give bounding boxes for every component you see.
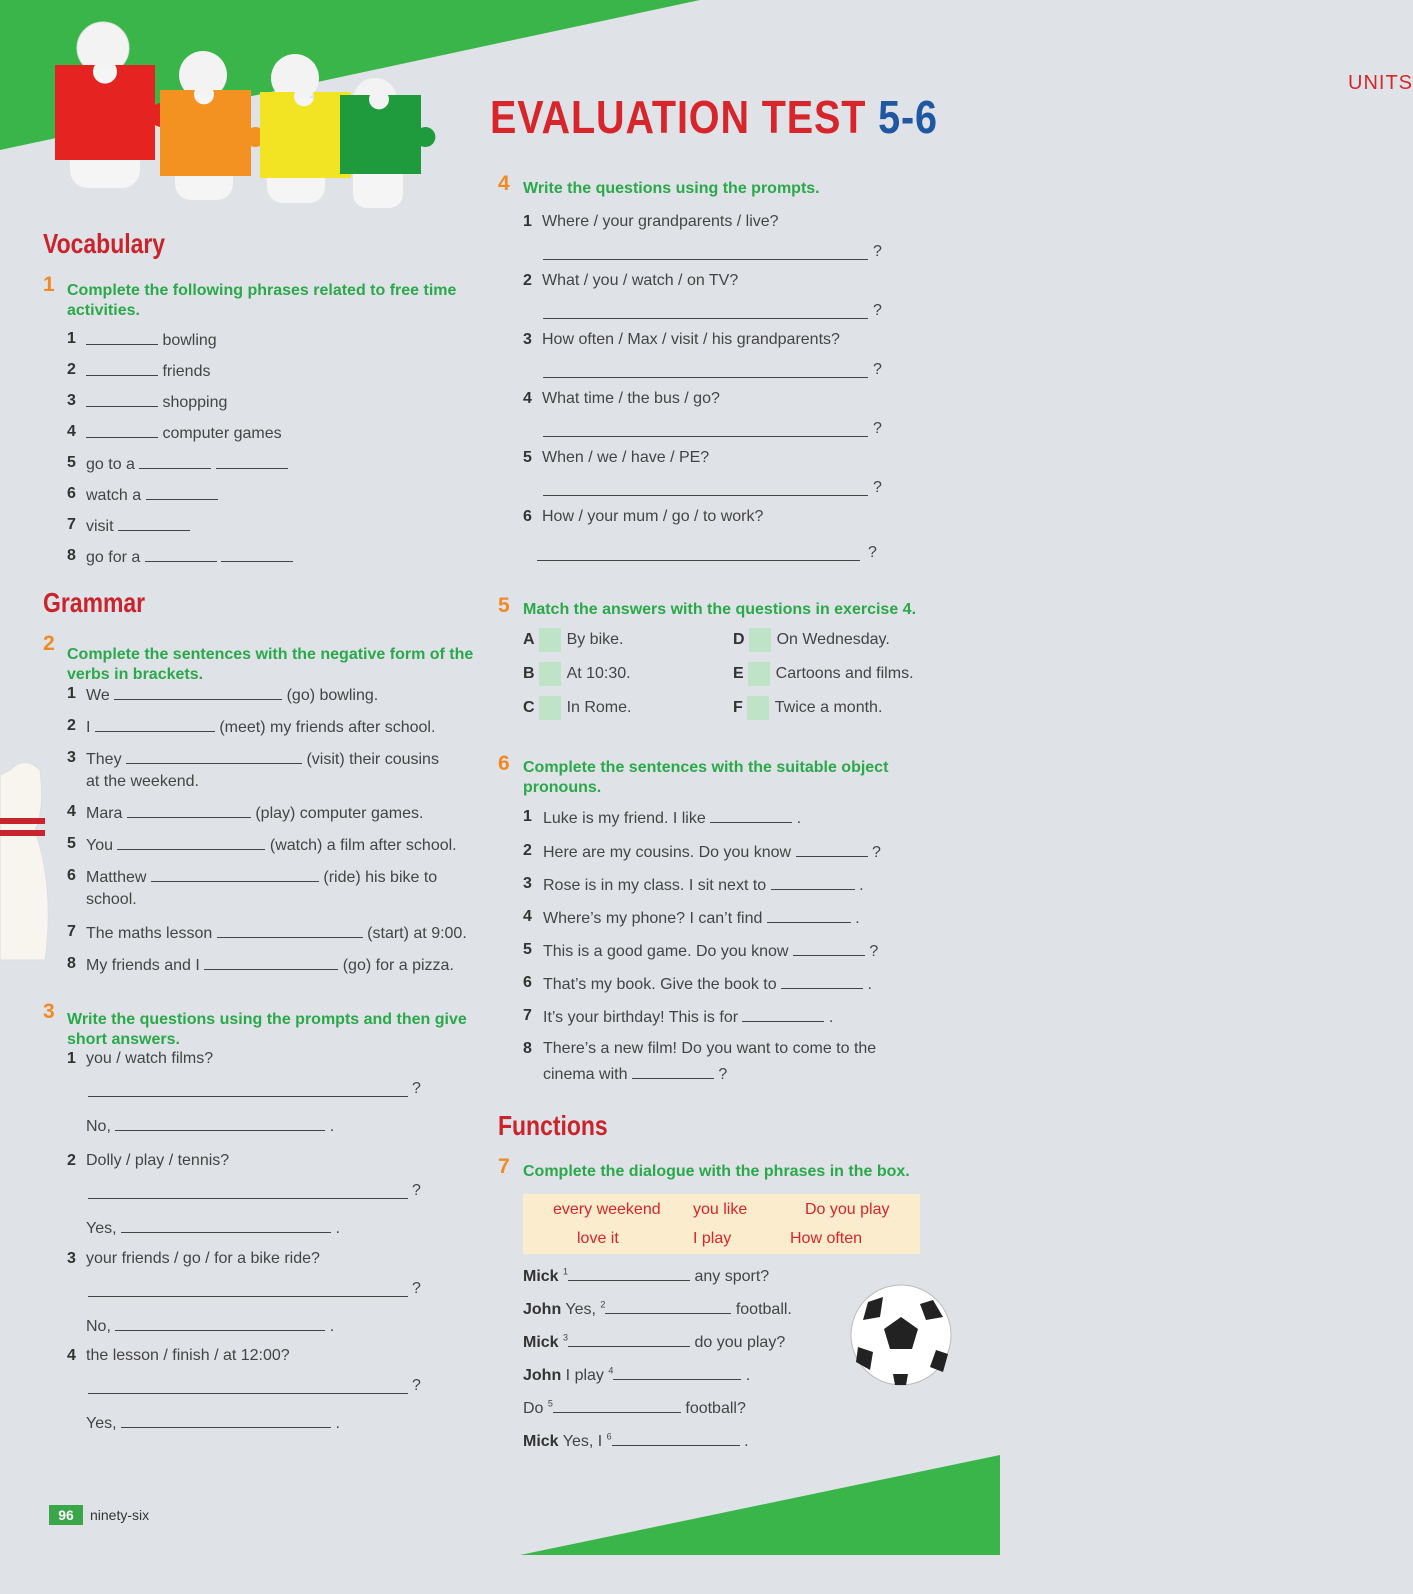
gap-number: 6 — [606, 1431, 612, 1442]
answer-line[interactable] — [88, 1393, 408, 1394]
answer-line[interactable] — [88, 1096, 408, 1097]
answer-letter: C — [523, 699, 535, 717]
answer-blank[interactable] — [86, 423, 158, 438]
item-number: 1 — [67, 685, 76, 702]
answer-blank[interactable] — [217, 923, 363, 938]
section-grammar: Grammar — [43, 587, 146, 618]
answer-box[interactable] — [749, 628, 771, 652]
vocab-item: friends — [86, 361, 210, 381]
item-number: 3 — [67, 749, 76, 766]
exercise-number: 3 — [43, 1000, 55, 1023]
question-prompt: How often / Max / visit / his grandparents? — [542, 331, 840, 348]
answer-blank[interactable] — [115, 1116, 325, 1131]
match-answer: F Twice a month. — [733, 696, 882, 720]
short-answer: No, . — [86, 1318, 335, 1335]
answer-blank[interactable] — [612, 1431, 740, 1446]
item-number: 3 — [67, 1250, 76, 1267]
answer-blank[interactable] — [115, 1316, 325, 1331]
item-number: 6 — [67, 485, 76, 502]
question-prompt: What / you / watch / on TV? — [542, 272, 739, 289]
answer-blank[interactable] — [568, 1332, 690, 1347]
item-number: 6 — [523, 508, 532, 525]
page-number-words: ninety-six — [90, 1507, 150, 1523]
answer-blank[interactable] — [771, 875, 855, 890]
grammar-sentence: Mara (play) computer games. — [86, 805, 424, 822]
dialogue-line: Mick $^1$ any sport? — [523, 1266, 770, 1285]
answer-box[interactable] — [539, 696, 561, 720]
answer-blank[interactable] — [145, 547, 217, 562]
exercise-instruction: Write the questions using the prompts and then give short answers. — [67, 1011, 467, 1048]
question-mark: ? — [873, 361, 882, 378]
item-number: 8 — [67, 547, 76, 564]
pronoun-sentence: Luke is my friend. I like . — [543, 810, 802, 827]
item-number: 2 — [523, 842, 532, 859]
answer-blank[interactable] — [86, 392, 158, 407]
item-number: 1 — [67, 330, 76, 347]
dialogue-line: Mick $^3$ do you play? — [523, 1332, 786, 1351]
answer-box[interactable] — [748, 662, 770, 686]
pronoun-sentence: There’s a new film! Do you want to come to the — [543, 1040, 877, 1057]
item-number: 5 — [523, 449, 532, 466]
match-answer: C In Rome. — [523, 696, 631, 720]
question-mark: ? — [873, 243, 882, 260]
puzzle-figures-illustration — [35, 20, 435, 210]
question-prompt: Where / your grandparents / live? — [542, 213, 779, 230]
grammar-sentence: We (go) bowling. — [86, 687, 379, 704]
question-mark: ? — [412, 1182, 421, 1199]
phrase-item: love it — [577, 1230, 619, 1247]
answer-line[interactable] — [543, 259, 868, 260]
sentence-continuation: at the weekend. — [86, 773, 199, 790]
question-mark: ? — [412, 1280, 421, 1297]
grammar-sentence: Matthew (ride) his bike to — [86, 869, 438, 886]
item-number: 2 — [67, 361, 76, 378]
item-number: 1 — [523, 808, 532, 825]
answer-line[interactable] — [543, 377, 868, 378]
answer-line[interactable] — [543, 436, 868, 437]
exercise-instruction: Complete the following phrases related to free time activities. — [67, 282, 457, 319]
section-functions: Functions — [498, 1110, 608, 1141]
answer-blank[interactable] — [139, 454, 211, 469]
page-number: 96 — [49, 1505, 83, 1525]
answer-line[interactable] — [543, 318, 868, 319]
answer-blank[interactable] — [86, 361, 158, 376]
answer-blank[interactable] — [95, 717, 215, 732]
gap-number: 2 — [600, 1299, 606, 1310]
answer-blank[interactable] — [553, 1398, 681, 1413]
football-illustration — [848, 1282, 954, 1388]
answer-blank[interactable] — [742, 1007, 824, 1022]
question-mark: ? — [873, 479, 882, 496]
match-answer: E Cartoons and films. — [733, 662, 914, 686]
exercise-number: 4 — [498, 172, 510, 195]
answer-box[interactable] — [539, 662, 561, 686]
match-answer: A By bike. — [523, 628, 623, 652]
answer-blank[interactable] — [146, 485, 218, 500]
grammar-sentence: The maths lesson (start) at 9:00. — [86, 925, 467, 942]
grammar-sentence: They (visit) their cousins — [86, 751, 439, 768]
answer-blank[interactable] — [767, 908, 851, 923]
dialogue-line: Mick Yes, I $^6$ . — [523, 1431, 749, 1450]
gap-number: 4 — [608, 1365, 614, 1376]
item-number: 5 — [523, 941, 532, 958]
answer-blank[interactable] — [117, 835, 265, 850]
grammar-sentence: My friends and I (go) for a pizza. — [86, 957, 454, 974]
question-prompt: your friends / go / for a bike ride? — [86, 1250, 320, 1267]
item-number: 5 — [67, 454, 76, 471]
vocab-item: visit — [86, 516, 190, 536]
answer-letter: A — [523, 631, 535, 649]
answer-blank[interactable] — [121, 1413, 331, 1428]
exercise-number: 2 — [43, 632, 55, 655]
vocab-item: bowling — [86, 330, 217, 350]
units-label: UNITS — [1348, 72, 1413, 94]
answer-letter: B — [523, 665, 535, 683]
short-answer: Yes, . — [86, 1220, 340, 1237]
item-number: 2 — [67, 1152, 76, 1169]
answer-blank[interactable] — [204, 955, 338, 970]
item-number: 1 — [523, 213, 532, 230]
vocab-item: computer games — [86, 423, 282, 443]
vocab-item: watch a — [86, 485, 218, 505]
item-number: 3 — [523, 331, 532, 348]
item-number: 2 — [67, 717, 76, 734]
exercise-instruction: Complete the sentences with the negative form of the verbs in brackets. — [67, 646, 474, 683]
answer-box[interactable] — [747, 696, 769, 720]
section-vocabulary: Vocabulary — [43, 228, 166, 259]
exercise-instruction: Match the answers with the questions in exercise 4. — [523, 601, 917, 618]
answer-line[interactable] — [88, 1296, 408, 1297]
item-number: 3 — [67, 392, 76, 409]
item-number: 2 — [523, 272, 532, 289]
answer-blank[interactable] — [118, 516, 190, 531]
exercise-number: 1 — [43, 273, 55, 296]
item-number: 8 — [67, 955, 76, 972]
speaker-name: John — [523, 1301, 562, 1318]
vocab-item: go for a — [86, 547, 293, 567]
phrase-item: I play — [693, 1230, 732, 1247]
answer-blank[interactable] — [86, 330, 158, 345]
exercise-number: 6 — [498, 752, 510, 775]
vocab-item: go to a — [86, 454, 288, 474]
item-number: 7 — [523, 1007, 532, 1024]
match-answer: D On Wednesday. — [733, 628, 890, 652]
exercise-instruction: Write the questions using the prompts. — [523, 180, 820, 197]
speaker-name: Mick — [523, 1334, 559, 1351]
answer-line[interactable] — [537, 560, 860, 561]
answer-blank[interactable] — [605, 1299, 731, 1314]
pronoun-sentence: That’s my book. Give the book to . — [543, 976, 872, 993]
page-header — [490, 72, 1413, 143]
item-number: 4 — [67, 1347, 76, 1364]
unit-numbers: 5-6 — [878, 91, 938, 143]
gap-number: 1 — [563, 1266, 569, 1277]
item-number: 5 — [67, 835, 76, 852]
item-number: 4 — [67, 423, 76, 440]
vocab-item: shopping — [86, 392, 227, 412]
answer-blank[interactable] — [151, 867, 319, 882]
answer-letter: E — [733, 665, 744, 683]
item-number: 7 — [67, 923, 76, 940]
answer-blank[interactable] — [796, 842, 868, 857]
answer-blank[interactable] — [127, 803, 251, 818]
pronoun-sentence: Rose is in my class. I sit next to . — [543, 877, 864, 894]
gap-number: 3 — [563, 1332, 569, 1343]
question-mark: ? — [873, 302, 882, 319]
item-number: 7 — [67, 516, 76, 533]
gap-number: 5 — [547, 1398, 553, 1409]
question-prompt: the lesson / finish / at 12:00? — [86, 1347, 290, 1364]
speaker-name: John — [523, 1367, 562, 1384]
answer-blank[interactable] — [114, 685, 282, 700]
question-prompt: How / your mum / go / to work? — [542, 508, 764, 525]
exercise-number: 7 — [498, 1155, 510, 1178]
sentence-continuation: cinema with ? — [543, 1066, 728, 1083]
phrase-item: every weekend — [553, 1201, 661, 1218]
answer-blank[interactable] — [121, 1218, 331, 1233]
exercise-instruction: Complete the dialogue with the phrases in the box. — [523, 1163, 910, 1180]
item-number: 6 — [67, 867, 76, 884]
speaker-name: Mick — [523, 1433, 559, 1450]
phrase-item: Do you play — [805, 1201, 890, 1218]
page-title: EVALUATION TEST 5-6 — [490, 91, 938, 143]
answer-blank[interactable] — [221, 547, 293, 562]
speaker-name: Mick — [523, 1268, 559, 1285]
answer-blank[interactable] — [216, 454, 288, 469]
exercise-instruction: Complete the sentences with the suitable object pronouns. — [523, 759, 889, 796]
item-number: 4 — [523, 908, 532, 925]
answer-blank[interactable] — [781, 974, 863, 989]
grammar-sentence: You (watch) a film after school. — [86, 837, 457, 854]
match-answer: B At 10:30. — [523, 662, 631, 686]
bowling-pins-illustration — [0, 760, 60, 970]
question-mark: ? — [412, 1080, 421, 1097]
answer-box[interactable] — [539, 628, 561, 652]
short-answer: Yes, . — [86, 1415, 340, 1432]
question-prompt: When / we / have / PE? — [542, 449, 710, 466]
short-answer: No, . — [86, 1118, 335, 1135]
dialogue-line: John Yes, $^2$ football. — [523, 1299, 792, 1318]
question-mark: ? — [868, 544, 877, 561]
answer-line[interactable] — [543, 495, 868, 496]
green-bottom-banner — [520, 1455, 1000, 1555]
item-number: 8 — [523, 1040, 532, 1057]
item-number: 6 — [523, 974, 532, 991]
item-number: 4 — [523, 390, 532, 407]
question-prompt: What time / the bus / go? — [542, 390, 720, 407]
answer-blank[interactable] — [710, 808, 792, 823]
pronoun-sentence: Where’s my phone? I can’t find . — [543, 910, 860, 927]
phrase-box — [523, 1194, 920, 1254]
question-prompt: you / watch films? — [86, 1050, 214, 1067]
pronoun-sentence: This is a good game. Do you know ? — [543, 943, 879, 960]
answer-blank[interactable] — [632, 1064, 714, 1079]
item-number: 3 — [523, 875, 532, 892]
answer-blank[interactable] — [568, 1266, 690, 1281]
pronoun-sentence: It’s your birthday! This is for . — [543, 1009, 834, 1026]
dialogue-line: Do $^5$ football? — [523, 1398, 746, 1417]
exercise-number: 5 — [498, 594, 510, 617]
sentence-continuation: school. — [86, 891, 137, 908]
answer-line[interactable] — [88, 1198, 408, 1199]
dialogue-line: John I play $^4$ . — [523, 1365, 751, 1384]
phrase-item: How often — [790, 1230, 863, 1247]
phrase-item: you like — [693, 1201, 748, 1218]
answer-blank[interactable] — [613, 1365, 741, 1380]
question-mark: ? — [412, 1377, 421, 1394]
item-number: 4 — [67, 803, 76, 820]
item-number: 1 — [67, 1050, 76, 1067]
question-mark: ? — [873, 420, 882, 437]
grammar-sentence: I (meet) my friends after school. — [86, 719, 436, 736]
pronoun-sentence: Here are my cousins. Do you know ? — [543, 844, 881, 861]
answer-blank[interactable] — [793, 941, 865, 956]
answer-letter: F — [733, 699, 743, 717]
question-prompt: Dolly / play / tennis? — [86, 1152, 230, 1169]
answer-blank[interactable] — [126, 749, 302, 764]
answer-letter: D — [733, 631, 745, 649]
